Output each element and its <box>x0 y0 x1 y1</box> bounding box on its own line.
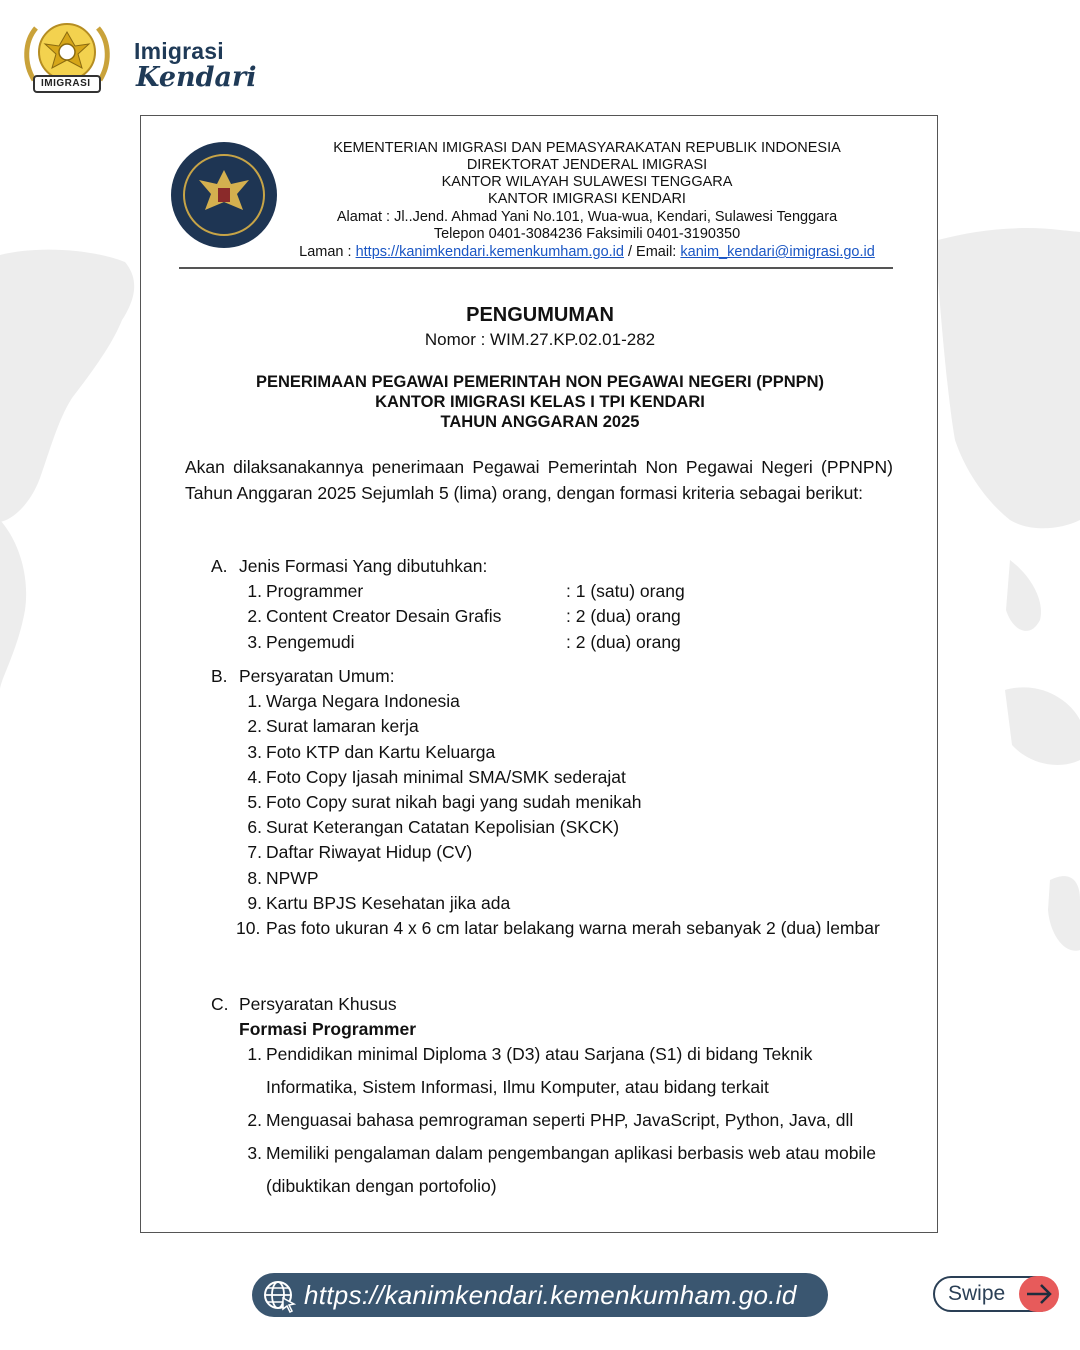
list-number: 3. <box>247 742 262 762</box>
list-number: 8. <box>247 868 262 888</box>
swipe-button[interactable] <box>933 1276 1063 1314</box>
special-requirement-item: Memiliki pengalaman dalam pengembangan aplikasi berbasis web atau mobile <box>266 1143 876 1163</box>
formation-name: Programmer <box>266 581 364 601</box>
requirement-item: Foto Copy surat nikah bagi yang sudah menikah <box>266 792 642 812</box>
list-number: 9. <box>247 893 262 913</box>
list-number: 2. <box>247 1110 262 1130</box>
list-number: 1. <box>247 581 262 601</box>
special-requirement-item: Menguasai bahasa pemrograman seperti PHP, JavaScript, Python, Java, dll <box>266 1110 854 1130</box>
letterhead-contact <box>251 244 923 262</box>
formation-quota: : 1 (satu) orang <box>566 581 685 601</box>
list-number: 5. <box>247 792 262 812</box>
section-title: Jenis Formasi Yang dibutuhkan: <box>239 556 488 576</box>
requirement-item: Warga Negara Indonesia <box>266 691 460 711</box>
doc-subject <box>141 372 939 432</box>
section-letter: B. <box>211 666 228 686</box>
arrow-right-icon <box>1023 1280 1055 1308</box>
email-prefix: / Email: <box>623 244 681 260</box>
letterhead-office: KANTOR IMIGRASI KENDARI <box>488 191 686 207</box>
letterhead-phone: Telepon 0401-3084236 Faksimili 0401-3190350 <box>433 226 741 242</box>
list-number: 1. <box>247 1044 262 1064</box>
doc-number: Nomor : WIM.27.KP.02.01-282 <box>424 330 656 349</box>
list-number: 1. <box>247 691 262 711</box>
requirement-item: Pas foto ukuran 4 x 6 cm latar belakang warna merah sebanyak 2 (dua) lembar <box>266 918 880 938</box>
section-title: Persyaratan Umum: <box>239 666 395 686</box>
special-requirement-item: Pendidikan minimal Diploma 3 (D3) atau Sarjana (S1) di bidang Teknik <box>266 1044 813 1064</box>
subject-line: TAHUN ANGGARAN 2025 <box>440 413 640 431</box>
announcement-document <box>140 115 938 1233</box>
website-prefix: Laman : <box>299 244 356 260</box>
letterhead-ministry: KEMENTERIAN IMIGRASI DAN PEMASYARAKATAN REPUBLIK INDONESIA <box>333 140 841 156</box>
letterhead-directorate: DIREKTORAT JENDERAL IMIGRASI <box>466 157 708 173</box>
list-number: 2. <box>247 606 262 626</box>
doc-heading: PENGUMUMAN <box>466 304 614 326</box>
special-requirement-continuation: (dibuktikan dengan portofolio) <box>266 1176 497 1196</box>
section-formations <box>141 554 939 654</box>
globe-cursor-icon <box>262 1279 296 1313</box>
list-number: 3. <box>247 632 262 652</box>
list-number: 4. <box>247 767 262 787</box>
website-url-text: https://kanimkendari.kemenkumham.go.id <box>304 1280 797 1310</box>
requirement-item: Foto KTP dan Kartu Keluarga <box>266 742 496 762</box>
brand-name-line2: Kendari <box>136 62 257 93</box>
list-number: 7. <box>247 842 262 862</box>
email-link[interactable]: kanim_kendari@imigrasi.go.id <box>680 244 875 260</box>
letterhead-address: Alamat : Jl..Jend. Ahmad Yani No.101, Wua-wua, Kendari, Sulawesi Tenggara <box>336 209 838 225</box>
special-requirement-continuation: Informatika, Sistem Informasi, Ilmu Komputer, atau bidang terkait <box>266 1077 769 1097</box>
section-letter: C. <box>211 994 229 1014</box>
list-number: 2. <box>247 716 262 736</box>
formation-quota: : 2 (dua) orang <box>566 632 681 652</box>
website-link[interactable]: https://kanimkendari.kemenkumham.go.id <box>355 244 624 260</box>
letterhead-divider <box>179 267 893 269</box>
formation-name: Content Creator Desain Grafis <box>266 606 502 626</box>
letterhead-regional-office: KANTOR WILAYAH SULAWESI TENGGARA <box>441 174 733 190</box>
section-special-requirements <box>141 992 939 1212</box>
section-general-requirements <box>141 664 939 974</box>
section-letter: A. <box>211 556 228 576</box>
requirement-item: Daftar Riwayat Hidup (CV) <box>266 842 473 862</box>
ministry-seal-icon <box>169 140 279 250</box>
intro-paragraph: Akan dilaksanakannya penerimaan Pegawai Pemerintah Non Pegawai Negeri (PPNPN) Tahun Anggaran 2025 Sejumlah 5 (lima) orang, dengan formasi kriteria sebagai berikut: <box>185 457 893 503</box>
formation-name: Pengemudi <box>266 632 355 652</box>
subject-line: KANTOR IMIGRASI KELAS I TPI KENDARI <box>375 393 705 411</box>
formation-subtitle: Formasi Programmer <box>239 1019 417 1039</box>
list-number: 3. <box>247 1143 262 1163</box>
requirement-item: Foto Copy Ijasah minimal SMA/SMK sederajat <box>266 767 626 787</box>
brand-logo <box>22 14 257 98</box>
subject-line: PENERIMAAN PEGAWAI PEMERINTAH NON PEGAWAI NEGERI (PPNPN) <box>255 373 825 391</box>
requirement-item: Surat Keterangan Catatan Kepolisian (SKCK) <box>266 817 620 837</box>
website-url-pill[interactable] <box>252 1273 828 1317</box>
requirement-item: Surat lamaran kerja <box>266 716 419 736</box>
formation-quota: : 2 (dua) orang <box>566 606 681 626</box>
brand-emblem-label: IMIGRASI <box>41 78 91 89</box>
requirement-item: NPWP <box>266 868 319 888</box>
list-number: 6. <box>247 817 262 837</box>
brand-name-line1: Imigrasi <box>134 38 224 64</box>
list-number: 10. <box>236 918 261 938</box>
swipe-label: Swipe <box>948 1282 1006 1305</box>
section-title: Persyaratan Khusus <box>239 994 397 1014</box>
requirement-item: Kartu BPJS Kesehatan jika ada <box>266 893 511 913</box>
